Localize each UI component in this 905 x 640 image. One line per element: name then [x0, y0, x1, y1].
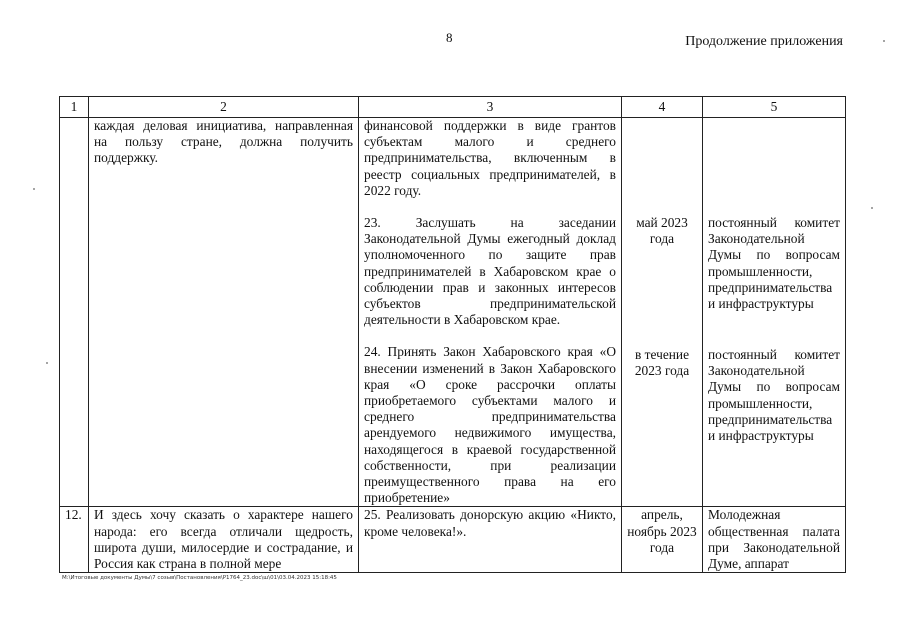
term-text: в течение 2023 года: [634, 347, 690, 379]
row-number-cell: [60, 118, 89, 507]
scan-speck: [871, 207, 873, 209]
column-number-row: [60, 97, 846, 118]
continuation-label: Продолжение приложения: [685, 34, 843, 49]
column-number: 3: [359, 97, 622, 118]
responsible-text: постоянный комитет Законодательной Думы по вопросам промышленности, предпринимательства и инфраструктуры: [708, 215, 840, 312]
column-number: 5: [703, 97, 846, 118]
measures-cell: [359, 118, 622, 507]
term-text: май 2023 года: [636, 215, 688, 247]
measure-text: 24. Принять Закон Хабаровского края «О внесении изменений в Закон Хабаровского края «О сроке рассрочки оплаты приобретаемого субъектами малого и среднего предпринимательства арендуемого недвижимого имущества, находящегося в краевой государственной собственности, при реализации преимущественного права на его приобретение»: [364, 344, 616, 506]
file-path-footer: M:\Итоговые документы Думы\7 созыв\Постановления\P1764_23.doc\ш\01\03.04.2023 15:18:45: [62, 575, 337, 581]
scan-speck: [33, 188, 35, 190]
column-number: 2: [89, 97, 359, 118]
table-row: [60, 507, 846, 573]
term-spacer: [627, 118, 697, 215]
row-number-cell: 12.: [60, 507, 89, 573]
responsible-text: постоянный комитет Законодательной Думы по вопросам промышленности, предпринимательства и инфраструктуры: [708, 347, 840, 444]
responsible-spacer: [708, 118, 840, 215]
scan-speck: [883, 40, 885, 42]
measure-text: 23. Заслушать на заседании Законодательной Думы ежегодный доклад уполномоченного по защите прав предпринимателей в Хабаровском крае о соблюдении прав и законных интересов субъектов предпринимательской деятельности в Хабаровском крае.: [364, 215, 616, 328]
responsible-cell: [703, 118, 846, 507]
initiative-cell: каждая деловая инициатива, направленная на пользу стране, должна получить поддержку.: [89, 118, 359, 507]
term-cell: [622, 118, 703, 507]
measure-text: финансовой поддержки в виде грантов субъектам малого и среднего предпринимательства, включенным в реестр социальных предпринимателей, в 2022 году.: [364, 118, 616, 198]
measure-text: 25. Реализовать донорскую акцию «Никто, кроме человека!».: [359, 507, 622, 573]
initiative-cell: И здесь хочу сказать о характере нашего народа: его всегда отличали щедрость, широта души, милосердие и сострадание, и Россия как страна в полной мере: [89, 507, 359, 573]
column-number: 1: [60, 97, 89, 118]
column-number: 4: [622, 97, 703, 118]
page-number: 8: [446, 30, 453, 45]
plan-table: [59, 96, 846, 573]
term-text: апрель, ноябрь 2023 года: [622, 507, 703, 573]
table-row: [60, 118, 846, 507]
responsible-text: Молодежная общественная палата при Законодательной Думе, аппарат: [703, 507, 846, 573]
scan-speck: [46, 362, 48, 364]
